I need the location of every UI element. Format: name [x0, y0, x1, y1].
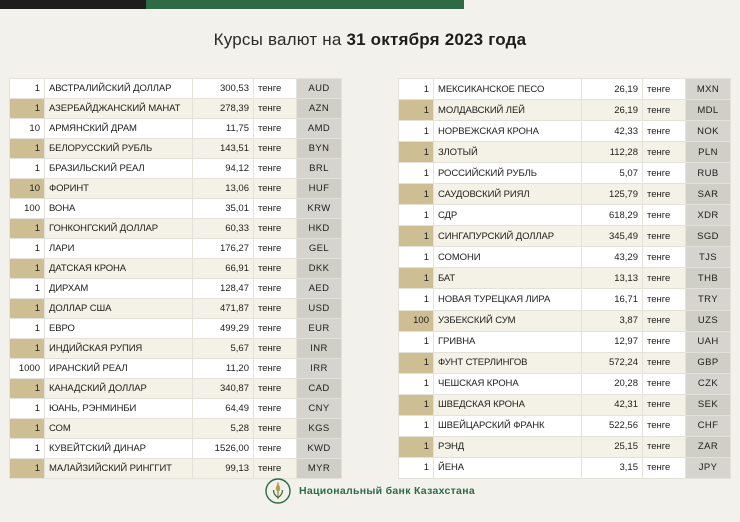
- currency-name: ФУНТ СТЕРЛИНГОВ: [434, 352, 582, 373]
- currency-rate: 12,97: [582, 331, 643, 352]
- currency-name: ГРИВНА: [434, 331, 582, 352]
- currency-quantity: 1: [10, 219, 45, 239]
- currency-name: ЮАНЬ, РЭНМИНБИ: [45, 399, 193, 419]
- currency-quantity: 1: [10, 79, 45, 99]
- table-row: [399, 163, 731, 184]
- currency-name: ИНДИЙСКАЯ РУПИЯ: [45, 339, 193, 359]
- currency-quantity: 100: [399, 310, 434, 331]
- currency-name: РЭНД: [434, 436, 582, 457]
- currency-unit: тенге: [643, 331, 686, 352]
- currency-code: CNY: [297, 399, 342, 419]
- currency-code: JPY: [686, 457, 731, 478]
- currency-code: UZS: [686, 310, 731, 331]
- currency-quantity: 1: [399, 121, 434, 142]
- table-row: [399, 268, 731, 289]
- currency-rate: 26,19: [582, 79, 643, 100]
- currency-name: ЙЕНА: [434, 457, 582, 478]
- currency-code: SEK: [686, 394, 731, 415]
- currency-code: CZK: [686, 373, 731, 394]
- currency-rate: 11,20: [193, 359, 254, 379]
- currency-quantity: 100: [10, 199, 45, 219]
- currency-unit: тенге: [643, 205, 686, 226]
- currency-name: ГОНКОНГСКИЙ ДОЛЛАР: [45, 219, 193, 239]
- table-row: [10, 279, 342, 299]
- currency-name: АЗЕРБАЙДЖАНСКИЙ МАНАТ: [45, 99, 193, 119]
- currency-name: БАТ: [434, 268, 582, 289]
- rates-table-left: [9, 78, 342, 479]
- currency-name: ШВЕЙЦАРСКИЙ ФРАНК: [434, 415, 582, 436]
- currency-unit: тенге: [643, 436, 686, 457]
- currency-unit: тенге: [254, 379, 297, 399]
- currency-unit: тенге: [254, 119, 297, 139]
- currency-quantity: 1: [10, 139, 45, 159]
- currency-code: CAD: [297, 379, 342, 399]
- currency-code: THB: [686, 268, 731, 289]
- currency-code: HKD: [297, 219, 342, 239]
- rates-table-right: [398, 78, 731, 479]
- currency-quantity: 1: [10, 419, 45, 439]
- table-row: [10, 179, 342, 199]
- currency-unit: тенге: [254, 259, 297, 279]
- currency-code: GBP: [686, 352, 731, 373]
- currency-rate: 43,29: [582, 247, 643, 268]
- currency-code: SGD: [686, 226, 731, 247]
- currency-name: СИНГАПУРСКИЙ ДОЛЛАР: [434, 226, 582, 247]
- currency-unit: тенге: [643, 79, 686, 100]
- currency-rate: 278,39: [193, 99, 254, 119]
- currency-quantity: 1: [399, 331, 434, 352]
- table-row: [399, 352, 731, 373]
- table-row: [10, 299, 342, 319]
- currency-code: MYR: [297, 459, 342, 479]
- currency-quantity: 1: [399, 205, 434, 226]
- currency-name: КАНАДСКИЙ ДОЛЛАР: [45, 379, 193, 399]
- currency-code: TRY: [686, 289, 731, 310]
- currency-quantity: 1: [399, 184, 434, 205]
- currency-code: RUB: [686, 163, 731, 184]
- currency-rate: 143,51: [193, 139, 254, 159]
- currency-code: GEL: [297, 239, 342, 259]
- currency-quantity: 1: [10, 99, 45, 119]
- currency-quantity: 1: [399, 289, 434, 310]
- currency-quantity: 1: [10, 399, 45, 419]
- currency-unit: тенге: [643, 100, 686, 121]
- currency-code: BYN: [297, 139, 342, 159]
- table-row: [399, 289, 731, 310]
- currency-unit: тенге: [254, 419, 297, 439]
- currency-code: HUF: [297, 179, 342, 199]
- currency-unit: тенге: [643, 163, 686, 184]
- top-bar-dark-segment: [0, 0, 146, 9]
- currency-rate: 345,49: [582, 226, 643, 247]
- currency-quantity: 1: [10, 159, 45, 179]
- currency-quantity: 1: [10, 239, 45, 259]
- currency-name: БРАЗИЛЬСКИЙ РЕАЛ: [45, 159, 193, 179]
- currency-unit: тенге: [643, 247, 686, 268]
- currency-name: ДИРХАМ: [45, 279, 193, 299]
- currency-unit: тенге: [643, 226, 686, 247]
- currency-quantity: 1: [10, 439, 45, 459]
- table-row: [399, 331, 731, 352]
- table-row: [10, 99, 342, 119]
- currency-rate: 5,07: [582, 163, 643, 184]
- currency-unit: тенге: [643, 289, 686, 310]
- currency-rate: 1526,00: [193, 439, 254, 459]
- currency-quantity: 1: [399, 163, 434, 184]
- currency-rate: 35,01: [193, 199, 254, 219]
- currency-unit: тенге: [254, 299, 297, 319]
- table-row: [399, 457, 731, 478]
- currency-name: ИРАНСКИЙ РЕАЛ: [45, 359, 193, 379]
- currency-code: DKK: [297, 259, 342, 279]
- table-row: [399, 226, 731, 247]
- currency-name: АРМЯНСКИЙ ДРАМ: [45, 119, 193, 139]
- currency-code: TJS: [686, 247, 731, 268]
- currency-quantity: 1: [399, 247, 434, 268]
- currency-name: ШВЕДСКАЯ КРОНА: [434, 394, 582, 415]
- currency-unit: тенге: [254, 339, 297, 359]
- currency-rate: 94,12: [193, 159, 254, 179]
- currency-code: INR: [297, 339, 342, 359]
- currency-rate: 13,06: [193, 179, 254, 199]
- table-row: [10, 439, 342, 459]
- currency-name: АВСТРАЛИЙСКИЙ ДОЛЛАР: [45, 79, 193, 99]
- currency-quantity: 1: [10, 259, 45, 279]
- currency-quantity: 1: [399, 79, 434, 100]
- currency-rate: 499,29: [193, 319, 254, 339]
- currency-rate: 13,13: [582, 268, 643, 289]
- table-row: [10, 239, 342, 259]
- currency-unit: тенге: [254, 239, 297, 259]
- currency-unit: тенге: [254, 279, 297, 299]
- currency-code: KGS: [297, 419, 342, 439]
- currency-quantity: 1: [10, 299, 45, 319]
- table-row: [10, 459, 342, 479]
- currency-name: МЕКСИКАНСКОЕ ПЕСО: [434, 79, 582, 100]
- currency-name: НОВАЯ ТУРЕЦКАЯ ЛИРА: [434, 289, 582, 310]
- currency-unit: тенге: [254, 319, 297, 339]
- currency-code: MDL: [686, 100, 731, 121]
- page-title: [0, 30, 740, 50]
- currency-name: ДОЛЛАР США: [45, 299, 193, 319]
- table-row: [399, 247, 731, 268]
- currency-unit: тенге: [254, 359, 297, 379]
- currency-quantity: 1: [399, 142, 434, 163]
- currency-unit: тенге: [643, 352, 686, 373]
- currency-rate: 5,28: [193, 419, 254, 439]
- rates-columns: [0, 78, 740, 479]
- currency-code: KWD: [297, 439, 342, 459]
- currency-rate: 99,13: [193, 459, 254, 479]
- currency-code: CHF: [686, 415, 731, 436]
- currency-rate: 26,19: [582, 100, 643, 121]
- table-row: [10, 259, 342, 279]
- currency-name: ЕВРО: [45, 319, 193, 339]
- table-row: [10, 219, 342, 239]
- currency-unit: тенге: [643, 142, 686, 163]
- currency-code: ZAR: [686, 436, 731, 457]
- currency-name: МАЛАЙЗИЙСКИЙ РИНГГИТ: [45, 459, 193, 479]
- currency-name: ЗЛОТЫЙ: [434, 142, 582, 163]
- currency-unit: тенге: [254, 179, 297, 199]
- table-row: [10, 159, 342, 179]
- currency-quantity: 1: [10, 279, 45, 299]
- table-row: [399, 205, 731, 226]
- currency-rate: 3,15: [582, 457, 643, 478]
- currency-name: САУДОВСКИЙ РИЯЛ: [434, 184, 582, 205]
- currency-quantity: 1: [399, 373, 434, 394]
- currency-rate: 572,24: [582, 352, 643, 373]
- currency-name: ВОНА: [45, 199, 193, 219]
- currency-rate: 11,75: [193, 119, 254, 139]
- currency-unit: тенге: [254, 99, 297, 119]
- currency-code: BRL: [297, 159, 342, 179]
- currency-rate: 618,29: [582, 205, 643, 226]
- footer: [0, 478, 740, 504]
- currency-quantity: 1: [399, 394, 434, 415]
- currency-name: УЗБЕКСКИЙ СУМ: [434, 310, 582, 331]
- table-row: [399, 100, 731, 121]
- currency-unit: тенге: [643, 457, 686, 478]
- currency-unit: тенге: [254, 139, 297, 159]
- currency-name: МОЛДАВСКИЙ ЛЕЙ: [434, 100, 582, 121]
- currency-code: AUD: [297, 79, 342, 99]
- currency-code: PLN: [686, 142, 731, 163]
- table-row: [10, 399, 342, 419]
- currency-rate: 42,31: [582, 394, 643, 415]
- currency-name: ФОРИНТ: [45, 179, 193, 199]
- currency-quantity: 1: [399, 268, 434, 289]
- currency-unit: тенге: [254, 159, 297, 179]
- currency-code: EUR: [297, 319, 342, 339]
- currency-rate: 125,79: [582, 184, 643, 205]
- currency-code: IRR: [297, 359, 342, 379]
- currency-code: AED: [297, 279, 342, 299]
- currency-unit: тенге: [254, 459, 297, 479]
- table-row: [10, 139, 342, 159]
- currency-rate: 25,15: [582, 436, 643, 457]
- currency-code: USD: [297, 299, 342, 319]
- table-row: [399, 310, 731, 331]
- currency-unit: тенге: [643, 268, 686, 289]
- currency-quantity: 1: [399, 415, 434, 436]
- top-accent-bar: [0, 0, 740, 9]
- currency-rate: 42,33: [582, 121, 643, 142]
- currency-name: ЧЕШСКАЯ КРОНА: [434, 373, 582, 394]
- top-bar-green-segment: [146, 0, 464, 9]
- currency-rate: 3,87: [582, 310, 643, 331]
- table-row: [399, 184, 731, 205]
- currency-unit: тенге: [643, 373, 686, 394]
- currency-quantity: 1: [399, 226, 434, 247]
- table-row: [10, 359, 342, 379]
- currency-code: KRW: [297, 199, 342, 219]
- currency-quantity: 1: [10, 319, 45, 339]
- currency-unit: тенге: [254, 399, 297, 419]
- currency-quantity: 10: [10, 179, 45, 199]
- currency-code: AZN: [297, 99, 342, 119]
- currency-unit: тенге: [643, 394, 686, 415]
- currency-code: NOK: [686, 121, 731, 142]
- currency-code: UAH: [686, 331, 731, 352]
- currency-unit: тенге: [254, 79, 297, 99]
- table-row: [10, 419, 342, 439]
- currency-quantity: 1: [399, 352, 434, 373]
- table-row: [399, 121, 731, 142]
- currency-unit: тенге: [643, 184, 686, 205]
- currency-code: SAR: [686, 184, 731, 205]
- table-row: [399, 79, 731, 100]
- table-row: [10, 79, 342, 99]
- currency-quantity: 1: [399, 100, 434, 121]
- table-row: [399, 415, 731, 436]
- table-row: [10, 119, 342, 139]
- currency-quantity: 1: [399, 457, 434, 478]
- currency-rate: 64,49: [193, 399, 254, 419]
- currency-rate: 340,87: [193, 379, 254, 399]
- currency-code: MXN: [686, 79, 731, 100]
- table-row: [399, 142, 731, 163]
- currency-name: СОМ: [45, 419, 193, 439]
- currency-unit: тенге: [254, 439, 297, 459]
- table-row: [399, 436, 731, 457]
- currency-rate: 60,33: [193, 219, 254, 239]
- currency-quantity: 1: [399, 436, 434, 457]
- table-row: [10, 339, 342, 359]
- currency-quantity: 1: [10, 459, 45, 479]
- footer-organization: Национальный банк Казахстана: [299, 485, 475, 497]
- currency-quantity: 1: [10, 379, 45, 399]
- currency-rate: 176,27: [193, 239, 254, 259]
- currency-rate: 66,91: [193, 259, 254, 279]
- currency-name: СОМОНИ: [434, 247, 582, 268]
- currency-rate: 5,67: [193, 339, 254, 359]
- currency-name: РОССИЙСКИЙ РУБЛЬ: [434, 163, 582, 184]
- currency-rate: 471,87: [193, 299, 254, 319]
- currency-unit: тенге: [643, 310, 686, 331]
- currency-name: НОРВЕЖСКАЯ КРОНА: [434, 121, 582, 142]
- currency-quantity: 10: [10, 119, 45, 139]
- currency-rate: 522,56: [582, 415, 643, 436]
- page-title-prefix: Курсы валют на: [213, 30, 347, 49]
- currency-name: ЛАРИ: [45, 239, 193, 259]
- table-row: [399, 394, 731, 415]
- table-row: [399, 373, 731, 394]
- currency-unit: тенге: [643, 121, 686, 142]
- currency-code: AMD: [297, 119, 342, 139]
- currency-quantity: 1000: [10, 359, 45, 379]
- currency-code: XDR: [686, 205, 731, 226]
- table-row: [10, 199, 342, 219]
- currency-name: СДР: [434, 205, 582, 226]
- currency-rate: 16,71: [582, 289, 643, 310]
- currency-unit: тенге: [643, 415, 686, 436]
- currency-name: КУВЕЙТСКИЙ ДИНАР: [45, 439, 193, 459]
- currency-unit: тенге: [254, 219, 297, 239]
- currency-rate: 20,28: [582, 373, 643, 394]
- currency-rate: 300,53: [193, 79, 254, 99]
- nbk-emblem-icon: [265, 478, 291, 504]
- currency-name: БЕЛОРУССКИЙ РУБЛЬ: [45, 139, 193, 159]
- currency-rate: 112,28: [582, 142, 643, 163]
- currency-rate: 128,47: [193, 279, 254, 299]
- currency-quantity: 1: [10, 339, 45, 359]
- page-title-date: 31 октября 2023 года: [346, 30, 527, 49]
- table-row: [10, 319, 342, 339]
- currency-name: ДАТСКАЯ КРОНА: [45, 259, 193, 279]
- table-row: [10, 379, 342, 399]
- currency-unit: тенге: [254, 199, 297, 219]
